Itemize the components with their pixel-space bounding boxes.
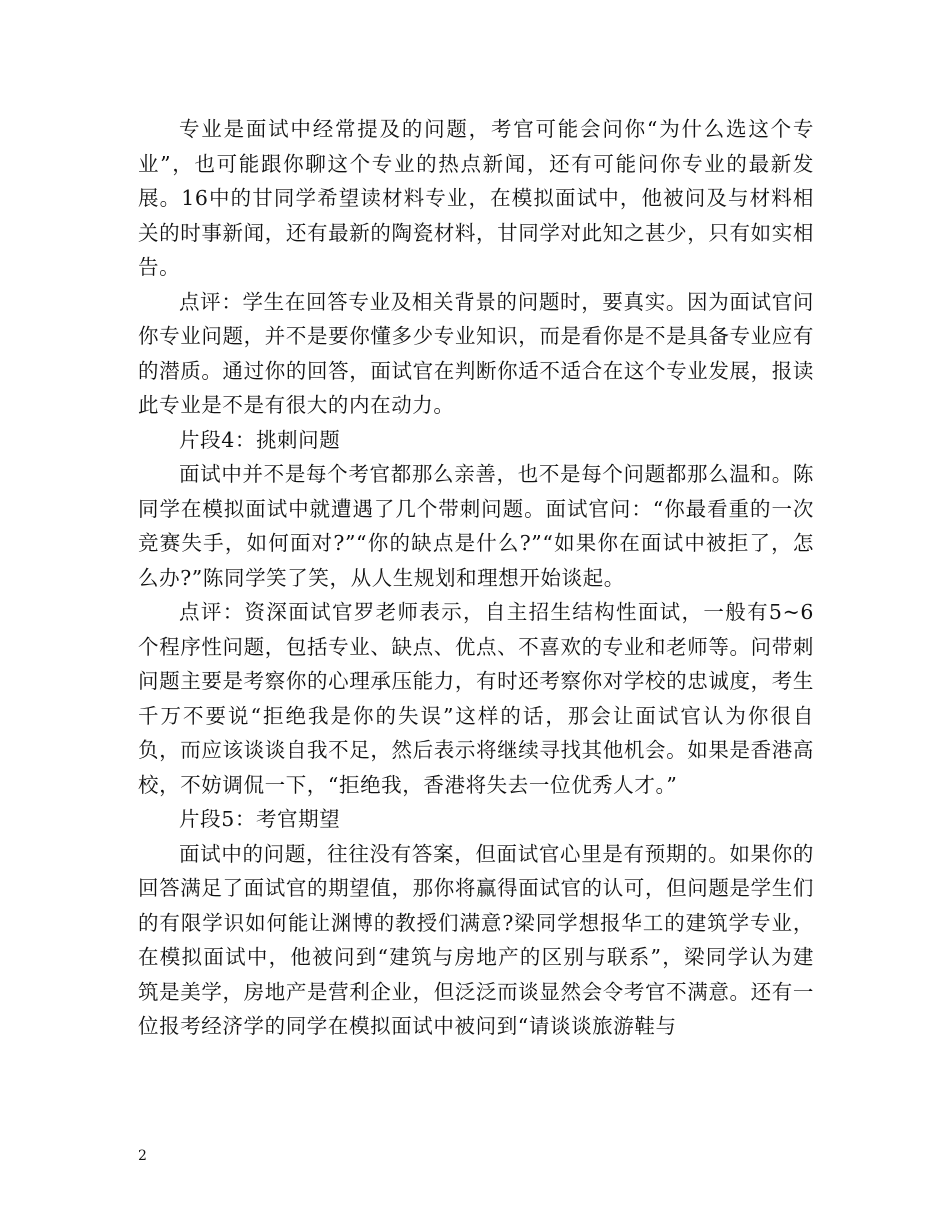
page-number: 2 [138, 1148, 147, 1164]
paragraph-major-question: 专业是面试中经常提及的问题，考官可能会问你“为什么选这个专业”，也可能跟你聊这个专业的热点新闻，还有可能问你专业的最新发展。16中的甘同学希望读材料专业，在模拟面试中，他被问及与材料相关的时事新闻，还有最新的陶瓷材料，甘同学对此知之甚少，只有如实相告。 [138, 117, 814, 279]
body-text [138, 112, 814, 1044]
section-heading-5: 片段5：考官期望 [179, 807, 341, 831]
paragraph-examiner-expectations: 面试中的问题，往往没有答案，但面试官心里是有预期的。如果你的回答满足了面试官的期望值，那你将赢得面试官的认可，但问题是学生们的有限学识如何能让渊博的教授们满意?梁同学想报华工的建筑学专业，在模拟面试中，他被问到“建筑与房地产的区别与联系”，梁同学认为建筑是美学，房地产是营利企业，但泛泛而谈显然会令考官不满意。还有一位报考经济学的同学在模拟面试中被问到“请谈谈旅游鞋与 [138, 841, 814, 1038]
section-heading-4: 片段4：挑刺问题 [179, 427, 341, 452]
paragraph-comment-2: 点评：资深面试官罗老师表示，自主招生结构性面试，一般有5~6个程序性问题，包括专业、缺点、优点、不喜欢的专业和老师等。问带刺问题主要是考察你的心理承压能力，有时还考察你对学校的忠诚度，考生千万不要说“拒绝我是你的失误”这样的话，那会让面试官认为你很自负，而应该谈谈自我不足，然后表示将继续寻找其他机会。如果是香港高校，不妨调侃一下，“拒绝我，香港将失去一位优秀人才。” [138, 600, 814, 797]
paragraph-comment-1: 点评：学生在回答专业及相关背景的问题时，要真实。因为面试官问你专业问题，并不是要你懂多少专业知识，而是看你是不是具备专业应有的潜质。通过你的回答，面试官在判断你适不适合在这个专业发展，报读此专业是不是有很大的内在动力。 [138, 289, 814, 417]
paragraph-tricky-questions: 面试中并不是每个考官都那么亲善，也不是每个问题都那么温和。陈同学在模拟面试中就遭遇了几个带刺问题。面试官问：“你最看重的一次竞赛失手，如何面对?”“你的缺点是什么?”“如果你在面试中被拒了，怎么办?”陈同学笑了笑，从人生规划和理想开始谈起。 [138, 462, 814, 590]
